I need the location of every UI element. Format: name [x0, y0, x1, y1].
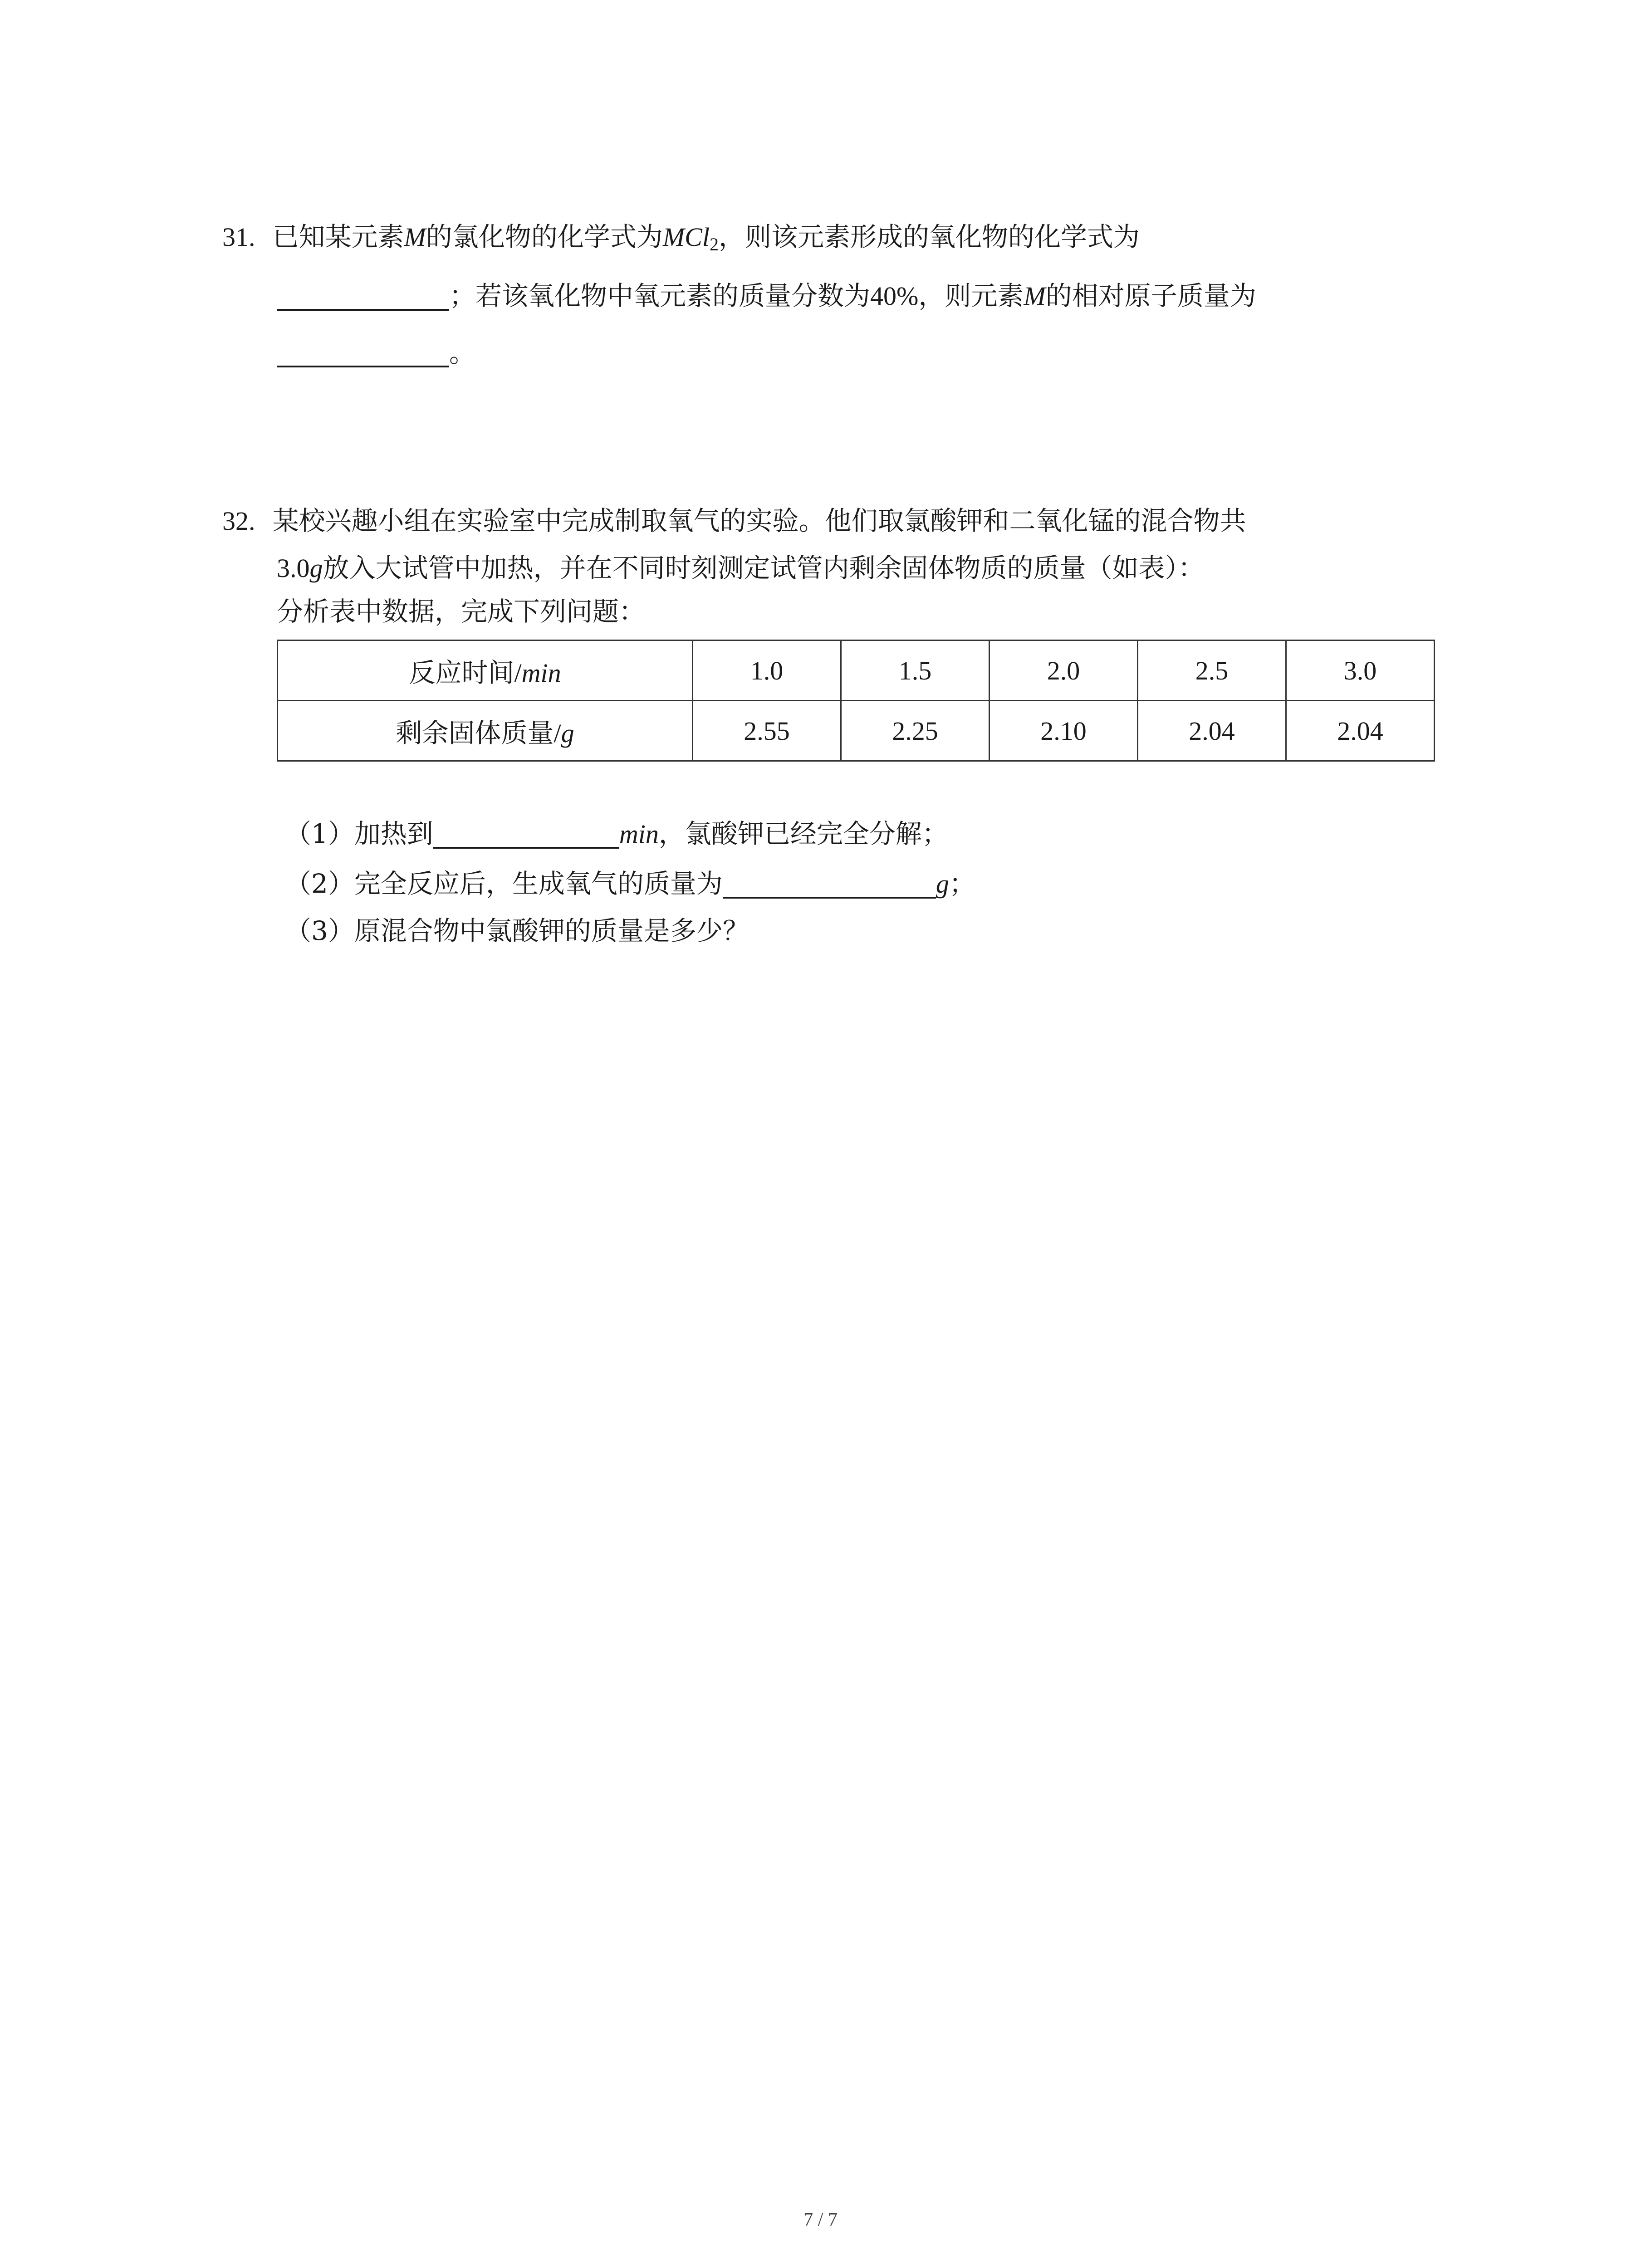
- q32-sub2-suffix: ；: [949, 868, 975, 899]
- q32-sub1-prefix: （1）加热到: [285, 818, 433, 849]
- q32-number: 32.: [222, 506, 255, 536]
- q31-var-m: M: [404, 222, 426, 252]
- q32-sub1-unit: min: [619, 819, 659, 849]
- q31-answer-blank-2[interactable]: [277, 338, 449, 367]
- q32-line-1: [222, 503, 1246, 539]
- q31-percent: 40%: [870, 281, 919, 311]
- q31-var-m-2: M: [1024, 281, 1046, 311]
- q32-sub2-prefix: （2）完全反应后，生成氧气的质量为: [285, 868, 723, 899]
- table-cell: 1.5: [841, 640, 989, 701]
- q32-data-table: [277, 640, 1435, 762]
- q31-text-2a: ；若该氧化物中氧元素的质量分数为: [449, 280, 871, 311]
- table-cell: 1.0: [693, 640, 841, 701]
- table-label-mass-unit: g: [561, 719, 574, 748]
- q32-text-2: 放入大试管中加热，并在不同时刻测定试管内剩余固体物质的质量（如表）：: [323, 552, 1205, 583]
- q31-line-1: [222, 219, 1140, 255]
- table-label-time-unit: min: [521, 658, 561, 688]
- table-label-mass: [278, 701, 693, 761]
- table-cell: 2.04: [1286, 701, 1435, 761]
- table-label-time: [278, 640, 693, 701]
- page-indicator: 7 / 7: [803, 2209, 838, 2230]
- table-cell: 2.25: [841, 701, 989, 761]
- q32-sub1-suffix: ，氯酸钾已经完全分解；: [658, 818, 948, 849]
- table-row-mass: [278, 701, 1435, 761]
- q32-answer-blank-1[interactable]: [433, 820, 619, 849]
- table-cell: 2.04: [1138, 701, 1286, 761]
- q31-text-3: 。: [449, 337, 476, 368]
- q31-line-3: [277, 335, 475, 371]
- q32-sub2-unit: g: [936, 869, 949, 899]
- q31-text-1b: 的氯化物的化学式为: [426, 221, 663, 252]
- q31-text-2c: 的相对原子质量为: [1045, 280, 1256, 311]
- q32-mass-unit: g: [309, 553, 323, 583]
- q32-mass-value: 3.0: [277, 553, 310, 583]
- table-cell: 2.10: [989, 701, 1138, 761]
- q32-line-2: [277, 550, 1205, 586]
- table-cell: 2.55: [693, 701, 841, 761]
- q31-number: 31.: [222, 222, 255, 252]
- q31-formula-base: MCl: [662, 222, 710, 252]
- table-cell: 2.0: [989, 640, 1138, 701]
- q31-formula-sub: 2: [709, 234, 719, 254]
- q32-text-3: 分析表中数据，完成下列问题：: [277, 596, 646, 627]
- table-cell: 2.5: [1138, 640, 1286, 701]
- q31-text-1c: ，则该元素形成的氧化物的化学式为: [718, 221, 1140, 252]
- q32-sub-1: [285, 816, 948, 852]
- q32-sub-3: [285, 913, 749, 949]
- q31-text-1a: 已知某元素: [272, 221, 404, 252]
- q31-text-2b: ，则元素: [918, 280, 1024, 311]
- q31-answer-blank-1[interactable]: [277, 282, 449, 311]
- q31-line-2: [277, 278, 1256, 314]
- table-label-mass-text: 剩余固体质量/: [396, 719, 561, 748]
- q32-text-1: 某校兴趣小组在实验室中完成制取氧气的实验。他们取氯酸钾和二氧化锰的混合物共: [272, 505, 1246, 536]
- table-cell: 3.0: [1286, 640, 1435, 701]
- q32-sub3-text: （3）原混合物中氯酸钾的质量是多少？: [285, 915, 749, 946]
- q32-line-3: [277, 593, 645, 630]
- table-label-time-text: 反应时间/: [409, 658, 522, 688]
- table-row-time: [278, 640, 1435, 701]
- q32-sub-2: [285, 865, 975, 902]
- q32-answer-blank-2[interactable]: [723, 870, 936, 899]
